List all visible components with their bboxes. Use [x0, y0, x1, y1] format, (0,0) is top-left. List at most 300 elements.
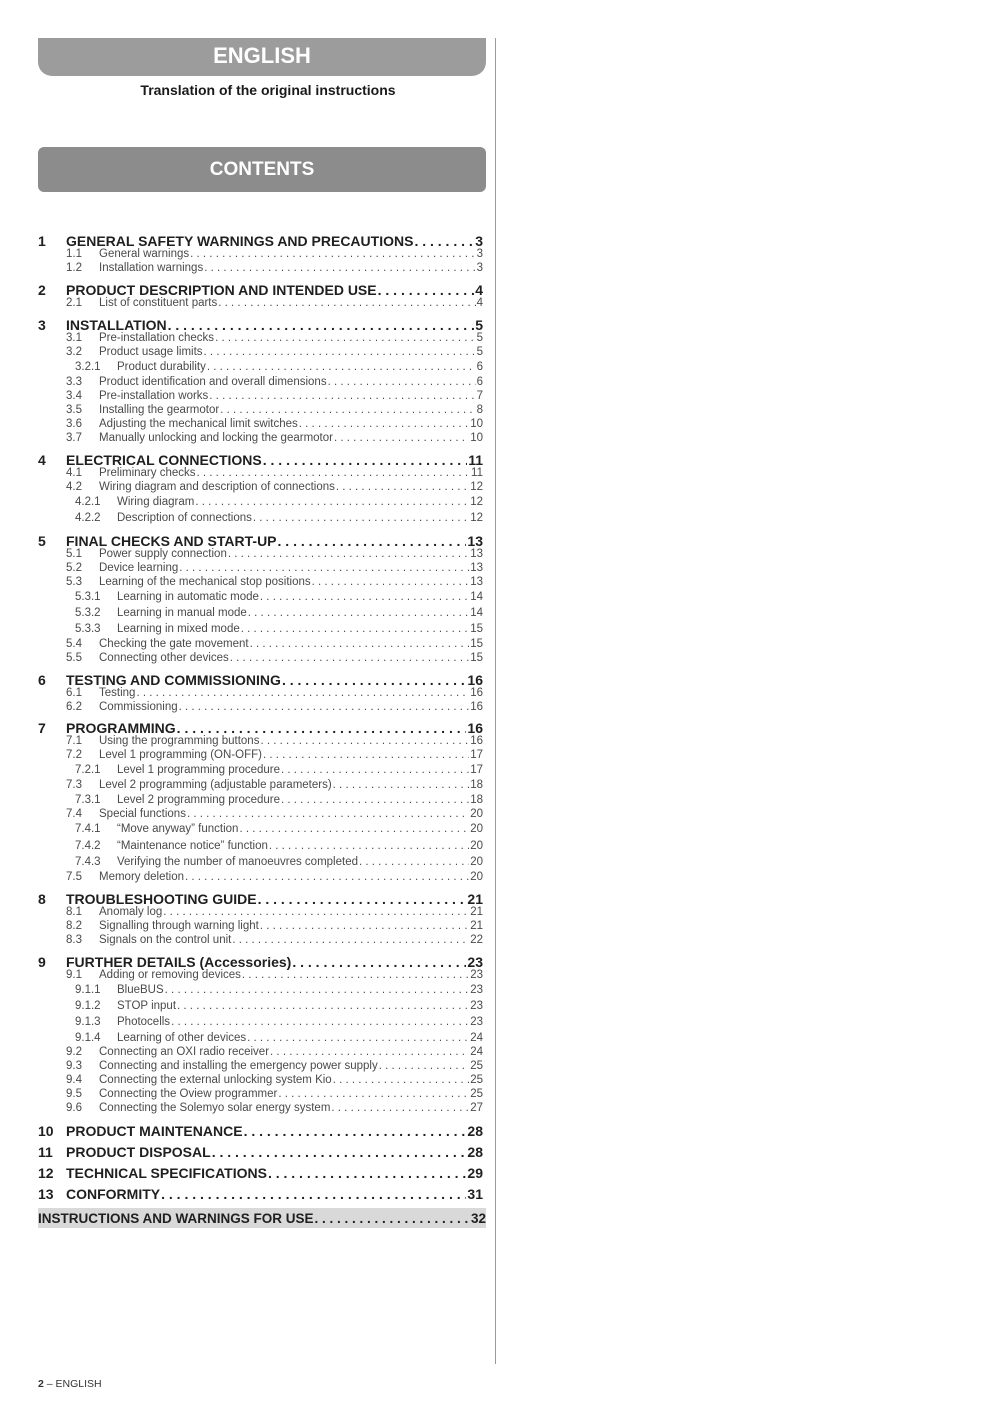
language-banner: ENGLISH: [38, 38, 486, 76]
toc-page-number: 15: [470, 652, 483, 664]
toc-title: Installing the gearmotor: [99, 404, 220, 416]
toc-title: TESTING AND COMMISSIONING: [66, 672, 281, 688]
toc-title: Level 2 programming procedure: [117, 794, 281, 806]
toc-page-number: 20: [470, 808, 483, 820]
toc-number: 7.1: [66, 735, 82, 747]
toc-title: PROGRAMMING: [66, 720, 176, 736]
toc-leader-dots: [315, 1211, 470, 1226]
toc-title: Manually unlocking and locking the gearmotor: [99, 432, 333, 444]
toc-title: TECHNICAL SPECIFICATIONS: [66, 1165, 267, 1181]
toc-title: Description of connections: [117, 512, 252, 524]
toc-subsection[interactable]: [38, 1046, 483, 1060]
toc-title: Learning of other devices: [117, 1032, 247, 1044]
toc-leader-dots: [165, 984, 470, 996]
toc-title: “Maintenance notice” function: [117, 840, 268, 852]
toc-number: 7.5: [66, 871, 82, 883]
toc-title: Connecting the Solemyo solar energy system: [99, 1102, 331, 1114]
toc-subsection[interactable]: [38, 576, 483, 590]
toc-title: Commissioning: [99, 701, 178, 713]
toc-leader-dots: [263, 452, 467, 468]
toc-page-number: 3: [475, 233, 483, 249]
toc-subsection[interactable]: [38, 687, 483, 701]
toc-number: 3.3: [66, 376, 82, 388]
toc-section[interactable]: [38, 1144, 483, 1161]
toc-number: 3.2: [66, 346, 82, 358]
toc-leader-dots: [220, 404, 475, 416]
toc-page-number: 21: [470, 920, 483, 932]
toc-leader-dots: [218, 297, 475, 309]
toc-leader-dots: [204, 346, 476, 358]
toc-subsection[interactable]: [38, 562, 483, 576]
toc-page-number: 10: [470, 418, 483, 430]
toc-number: 9.1: [66, 969, 82, 981]
toc-leader-dots: [270, 1046, 469, 1058]
toc-leader-dots: [260, 591, 469, 603]
toc-page-number: 12: [470, 496, 483, 508]
toc-leader-dots: [179, 562, 469, 574]
toc-number: 2: [38, 282, 46, 298]
toc-title: Special functions: [99, 808, 186, 820]
toc-page-number: 13: [467, 533, 483, 549]
toc-number: 9: [38, 954, 46, 970]
toc-number: 1.1: [66, 248, 82, 260]
toc-number: 9.5: [66, 1088, 82, 1100]
toc-page-number: 3: [476, 262, 483, 274]
toc-page-number: 13: [470, 548, 483, 560]
toc-page-number: 18: [470, 794, 483, 806]
page-footer: [38, 1378, 102, 1390]
toc-page-number: 8: [476, 404, 483, 416]
toc-title: Connecting the Oview programmer: [99, 1088, 278, 1100]
toc-title: PRODUCT MAINTENANCE: [66, 1123, 243, 1139]
toc-title: PRODUCT DESCRIPTION AND INTENDED USE: [66, 282, 377, 298]
toc-page-number: 23: [470, 984, 483, 996]
toc-title: General warnings: [99, 248, 190, 260]
toc-title: Level 2 programming (adjustable parameters): [99, 779, 332, 791]
toc-subsection[interactable]: [38, 390, 483, 404]
toc-page-number: 16: [470, 701, 483, 713]
toc-number: 4.1: [66, 467, 82, 479]
toc-leader-dots: [177, 720, 467, 736]
toc-number: 7.4.3: [75, 856, 101, 868]
toc-page-number: 13: [470, 576, 483, 588]
toc-page-number: 11: [468, 452, 483, 468]
toc-subsection[interactable]: [38, 512, 483, 526]
toc-number: 12: [38, 1165, 54, 1181]
toc-page-number: 23: [470, 1016, 483, 1028]
toc-subsection[interactable]: [38, 1000, 483, 1014]
toc-final-entry[interactable]: [38, 1208, 486, 1228]
toc-leader-dots: [378, 282, 475, 298]
toc-number: 3.1: [66, 332, 82, 344]
toc-leader-dots: [260, 920, 469, 932]
toc-page-number: 15: [470, 638, 483, 650]
toc-page-number: 31: [467, 1186, 483, 1202]
toc-leader-dots: [336, 481, 469, 493]
toc-number: 7.2: [66, 749, 82, 761]
column-divider: [495, 38, 496, 1364]
toc-number: 9.1.4: [75, 1032, 101, 1044]
toc-page-number: 5: [475, 317, 483, 333]
toc-subsection[interactable]: [38, 496, 483, 510]
toc-leader-dots: [179, 701, 470, 713]
toc-leader-dots: [215, 332, 476, 344]
toc-title: Pre-installation checks: [99, 332, 215, 344]
toc-number: 9.4: [66, 1074, 82, 1086]
toc-title: FURTHER DETAILS (Accessories): [66, 954, 292, 970]
toc-page-number: 17: [470, 749, 483, 761]
toc-subsection[interactable]: [38, 432, 483, 446]
toc-number: 5.3.2: [75, 607, 101, 619]
toc-title: Wiring diagram and description of connections: [99, 481, 335, 493]
toc-number: 4.2.1: [75, 496, 101, 508]
toc-number: 8.2: [66, 920, 82, 932]
toc-subsection[interactable]: [38, 749, 483, 763]
toc-title: Learning in manual mode: [117, 607, 247, 619]
toc-title: Device learning: [99, 562, 179, 574]
toc-number: 10: [38, 1123, 54, 1139]
toc-leader-dots: [253, 512, 469, 524]
toc-page-number: 12: [470, 481, 483, 493]
toc-subsection[interactable]: [38, 248, 483, 262]
toc-title: Power supply connection: [99, 548, 227, 560]
toc-leader-dots: [278, 1088, 469, 1100]
toc-leader-dots: [247, 1032, 469, 1044]
toc-page-number: 15: [470, 623, 483, 635]
toc-title: Signalling through warning light: [99, 920, 259, 932]
toc-leader-dots: [195, 496, 469, 508]
toc-page-number: 24: [470, 1046, 483, 1058]
toc-page-number: 20: [470, 823, 483, 835]
toc-number: 7: [38, 720, 46, 736]
toc-page-number: 27: [470, 1102, 483, 1114]
toc-leader-dots: [359, 856, 469, 868]
toc-page-number: 4: [475, 282, 483, 298]
toc-page-number: 29: [467, 1165, 483, 1181]
toc-leader-dots: [299, 418, 469, 430]
toc-title: GENERAL SAFETY WARNINGS AND PRECAUTIONS: [66, 233, 414, 249]
toc-leader-dots: [212, 1144, 467, 1160]
toc-number: 5.1: [66, 548, 82, 560]
toc-page-number: 11: [471, 467, 483, 479]
toc-leader-dots: [250, 638, 470, 650]
toc-number: 5.2: [66, 562, 82, 574]
toc-title: Connecting the external unlocking system Kio: [99, 1074, 332, 1086]
toc-leader-dots: [268, 1165, 466, 1181]
toc-subsection[interactable]: [38, 1088, 483, 1102]
toc-leader-dots: [239, 823, 469, 835]
toc-leader-dots: [278, 533, 467, 549]
toc-title: Learning in mixed mode: [117, 623, 240, 635]
toc-title: CONFORMITY: [66, 1186, 161, 1202]
toc-number: 9.3: [66, 1060, 82, 1072]
toc-title: Signals on the control unit: [99, 934, 232, 946]
toc-number: 7.4.2: [75, 840, 101, 852]
toc-page-number: 28: [467, 1144, 483, 1160]
toc-leader-dots: [185, 871, 469, 883]
toc-subsection[interactable]: [38, 404, 483, 418]
toc-number: 8.3: [66, 934, 82, 946]
toc-number: 5.5: [66, 652, 82, 664]
toc-number: 8: [38, 891, 46, 907]
toc-section[interactable]: [38, 1165, 483, 1182]
toc-leader-dots: [414, 233, 474, 249]
toc-leader-dots: [190, 248, 475, 260]
footer-separator: –: [43, 1378, 56, 1390]
toc-subsection[interactable]: [38, 1102, 483, 1116]
toc-leader-dots: [334, 432, 469, 444]
toc-leader-dots: [281, 794, 469, 806]
toc-subsection[interactable]: [38, 591, 483, 605]
toc-leader-dots: [260, 735, 469, 747]
toc-subsection[interactable]: [38, 262, 483, 276]
toc-leader-dots: [269, 840, 469, 852]
toc-subsection[interactable]: [38, 1016, 483, 1030]
toc-page-number: 18: [470, 779, 483, 791]
toc-subsection[interactable]: [38, 607, 483, 621]
toc-leader-dots: [242, 969, 469, 981]
toc-title: INSTALLATION: [66, 317, 167, 333]
contents-heading: CONTENTS: [38, 147, 486, 192]
toc-title: Level 1 programming procedure: [117, 764, 281, 776]
toc-title: Testing: [99, 687, 136, 699]
toc-page-number: 23: [467, 954, 483, 970]
toc-subsection[interactable]: [38, 906, 483, 920]
toc-title: Learning of the mechanical stop positions: [99, 576, 311, 588]
toc-number: 2.1: [66, 297, 82, 309]
toc-subsection[interactable]: [38, 934, 483, 948]
toc-title: Pre-installation works: [99, 390, 209, 402]
toc-leader-dots: [282, 672, 466, 688]
toc-page-number: 6: [476, 376, 483, 388]
toc-title: List of constituent parts: [99, 297, 218, 309]
toc-leader-dots: [197, 467, 471, 479]
toc-page-number: 16: [467, 720, 483, 736]
toc-subsection[interactable]: [38, 376, 483, 390]
toc-subsection[interactable]: [38, 984, 483, 998]
toc-title: ELECTRICAL CONNECTIONS: [66, 452, 262, 468]
toc-subsection[interactable]: [38, 638, 483, 652]
toc-leader-dots: [230, 652, 469, 664]
toc-subsection[interactable]: [38, 1032, 483, 1046]
toc-number: 3.7: [66, 432, 82, 444]
toc-number: 5: [38, 533, 46, 549]
toc-leader-dots: [228, 548, 469, 560]
toc-leader-dots: [163, 906, 469, 918]
toc-page-number: 16: [470, 735, 483, 747]
toc-title: BlueBUS: [117, 984, 164, 996]
toc-page-number: 14: [470, 607, 483, 619]
toc-title: Adding or removing devices: [99, 969, 241, 981]
toc-number: 13: [38, 1186, 54, 1202]
toc-subsection[interactable]: [38, 652, 483, 666]
toc-page-number: 7: [476, 390, 483, 402]
toc-page-number: 6: [476, 361, 483, 373]
toc-page-number: 20: [470, 856, 483, 868]
toc-number: 9.6: [66, 1102, 82, 1114]
subtitle: Translation of the original instructions: [140, 82, 396, 98]
toc-number: 4.2.2: [75, 512, 101, 524]
toc-leader-dots: [312, 576, 470, 588]
toc-title: Connecting an OXI radio receiver: [99, 1046, 270, 1058]
toc-title: Product durability: [117, 361, 206, 373]
toc-page-number: 25: [470, 1074, 483, 1086]
toc-number: 3.2.1: [75, 361, 101, 373]
toc-subsection[interactable]: [38, 623, 483, 637]
toc-subsection[interactable]: [38, 871, 483, 885]
toc-leader-dots: [209, 390, 475, 402]
toc-subsection[interactable]: [38, 840, 483, 854]
page-number: 2: [38, 1378, 44, 1390]
toc-title: Learning in automatic mode: [117, 591, 259, 603]
toc-number: 11: [38, 1144, 53, 1160]
toc-number: 5.3: [66, 576, 82, 588]
toc-page-number: 21: [467, 891, 483, 907]
toc-number: 9.1.3: [75, 1016, 101, 1028]
toc-number: 8.1: [66, 906, 82, 918]
toc-leader-dots: [263, 749, 469, 761]
toc-leader-dots: [248, 607, 469, 619]
toc-leader-dots: [333, 1074, 470, 1086]
toc-number: 7.2.1: [75, 764, 101, 776]
toc-title: STOP input: [117, 1000, 177, 1012]
toc-page-number: 12: [470, 512, 483, 524]
toc-page-number: 20: [470, 840, 483, 852]
toc-title: Product usage limits: [99, 346, 203, 358]
toc-leader-dots: [136, 687, 469, 699]
toc-page-number: 20: [470, 871, 483, 883]
toc-title: Preliminary checks: [99, 467, 196, 479]
toc-subsection[interactable]: [38, 346, 483, 360]
toc-title: Using the programming buttons: [99, 735, 260, 747]
toc-number: 7.4.1: [75, 823, 101, 835]
toc-title: Anomaly log: [99, 906, 163, 918]
toc-number: 3.6: [66, 418, 82, 430]
toc-title: “Move anyway” function: [117, 823, 239, 835]
toc-number: 3.4: [66, 390, 82, 402]
toc-title: Photocells: [117, 1016, 171, 1028]
toc-number: 9.1.2: [75, 1000, 101, 1012]
toc-title: FINAL CHECKS AND START-UP: [66, 533, 277, 549]
toc-title: PRODUCT DISPOSAL: [66, 1144, 211, 1160]
toc-page-number: 10: [470, 432, 483, 444]
toc-number: 5.3.3: [75, 623, 101, 635]
toc-leader-dots: [232, 934, 469, 946]
toc-title: Checking the gate movement: [99, 638, 249, 650]
toc-subsection[interactable]: [38, 467, 483, 481]
toc-subsection[interactable]: [38, 361, 483, 375]
toc-page-number: 25: [470, 1088, 483, 1100]
toc-section[interactable]: [38, 1123, 483, 1140]
toc-page-number: 17: [470, 764, 483, 776]
toc-leader-dots: [281, 764, 469, 776]
toc-page-number: 14: [470, 591, 483, 603]
toc-subsection[interactable]: [38, 856, 483, 870]
toc-number: 4: [38, 452, 46, 468]
toc-subsection[interactable]: [38, 764, 483, 778]
toc-title: Product identification and overall dimensions: [99, 376, 327, 388]
toc-subsection[interactable]: [38, 920, 483, 934]
toc-leader-dots: [161, 1186, 466, 1202]
toc-section[interactable]: [38, 1186, 483, 1203]
toc-number: 3.5: [66, 404, 82, 416]
toc-title: Connecting and installing the emergency power supply: [99, 1060, 378, 1072]
toc-number: 6: [38, 672, 46, 688]
toc-page-number: 23: [470, 1000, 483, 1012]
toc-number: 6.2: [66, 701, 82, 713]
toc-leader-dots: [177, 1000, 469, 1012]
toc-page-number: 16: [467, 672, 483, 688]
toc-leader-dots: [171, 1016, 469, 1028]
toc-number: 3: [38, 317, 46, 333]
toc-page-number: 25: [470, 1060, 483, 1072]
toc-title: Memory deletion: [99, 871, 185, 883]
toc-number: 7.4: [66, 808, 82, 820]
toc-subsection[interactable]: [38, 779, 483, 793]
toc-title: Wiring diagram: [117, 496, 195, 508]
toc-page-number: 24: [470, 1032, 483, 1044]
toc-number: 1: [38, 233, 46, 249]
toc-page-number: 32: [470, 1210, 486, 1226]
toc-leader-dots: [379, 1060, 469, 1072]
toc-subsection[interactable]: [38, 969, 483, 983]
toc-page-number: 21: [470, 906, 483, 918]
toc-subsection[interactable]: [38, 794, 483, 808]
toc-number: 1.2: [66, 262, 82, 274]
toc-number: 6.1: [66, 687, 82, 699]
toc-subsection[interactable]: [38, 823, 483, 837]
toc-leader-dots: [244, 1123, 467, 1139]
toc-subsection[interactable]: [38, 1060, 483, 1074]
toc-title: INSTRUCTIONS AND WARNINGS FOR USE: [38, 1210, 314, 1226]
toc-subsection[interactable]: [38, 808, 483, 822]
toc-page-number: 5: [476, 346, 483, 358]
toc-page-number: 23: [470, 969, 483, 981]
toc-page-number: 13: [470, 562, 483, 574]
toc-leader-dots: [331, 1102, 469, 1114]
toc-number: 9.1.1: [75, 984, 101, 996]
toc-subsection[interactable]: [38, 735, 483, 749]
toc-subsection[interactable]: [38, 332, 483, 346]
toc-leader-dots: [333, 779, 470, 791]
toc-page-number: 22: [470, 934, 483, 946]
toc-subsection[interactable]: [38, 701, 483, 715]
toc-title: Adjusting the mechanical limit switches: [99, 418, 298, 430]
toc-number: 9.2: [66, 1046, 82, 1058]
toc-subsection[interactable]: [38, 297, 483, 311]
toc-leader-dots: [258, 891, 467, 907]
toc-page-number: 3: [476, 248, 483, 260]
toc-page-number: 28: [467, 1123, 483, 1139]
toc-subsection[interactable]: [38, 1074, 483, 1088]
toc-title: Level 1 programming (ON-OFF): [99, 749, 262, 761]
toc-subsection[interactable]: [38, 548, 483, 562]
toc-title: Connecting other devices: [99, 652, 229, 664]
toc-subsection[interactable]: [38, 418, 483, 432]
toc-leader-dots: [328, 376, 476, 388]
toc-title: Installation warnings: [99, 262, 204, 274]
toc-title: TROUBLESHOOTING GUIDE: [66, 891, 257, 907]
toc-leader-dots: [168, 317, 475, 333]
toc-leader-dots: [207, 361, 476, 373]
toc-number: 5.3.1: [75, 591, 101, 603]
toc-page-number: 16: [470, 687, 483, 699]
toc-subsection[interactable]: [38, 481, 483, 495]
toc-page-number: 4: [476, 297, 483, 309]
toc-number: 7.3.1: [75, 794, 101, 806]
toc-leader-dots: [241, 623, 469, 635]
toc-leader-dots: [292, 954, 466, 970]
